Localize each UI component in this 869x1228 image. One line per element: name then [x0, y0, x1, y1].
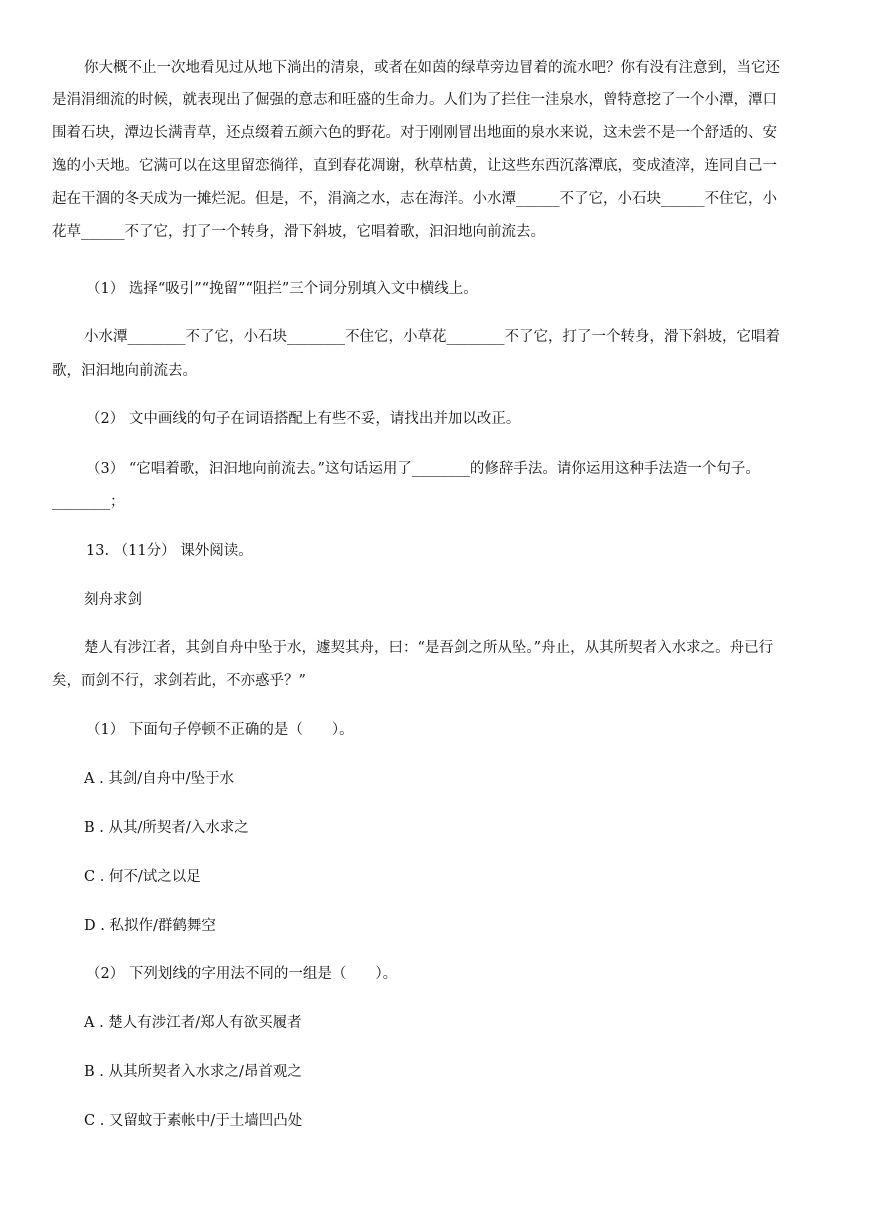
option-b: B . 从其所契者入水求之/昂首观之: [84, 1064, 302, 1080]
subquestion-3: （3） “它唱着歌，汩汩地向前流去。”这句话运用了________的修辞手法。请你运用这种手法造一个句子。: [86, 461, 760, 477]
option-d: D . 私拟作/群鹤舞空: [84, 918, 216, 934]
subquestion-1: （1） 下面句子停顿不正确的是（ ）。: [86, 722, 354, 738]
passage-line: 围着石块，潭边长满青草，还点缀着五颜六色的野花。对于刚刚冒出地面的泉水来说，这未尝不是一个舒适的、安: [52, 125, 777, 141]
passage-line: 你大概不止一次地看见过从地下淌出的清泉，或者在如茵的绿草旁边冒着的流水吧？你有没有注意到，当它还: [84, 60, 780, 76]
fill-in-line: 歌，汩汩地向前流去。: [52, 363, 197, 379]
passage-line: 是涓涓细流的时候，就表现出了倔强的意志和旺盛的生命力。人们为了拦住一洼泉水，曾特意挖了一个小潭，潭口: [52, 92, 777, 108]
question-header: 13. （11分） 课外阅读。: [86, 543, 253, 559]
subquestion-2: （2） 文中画线的句子在词语搭配上有些不妥，请找出并加以改正。: [86, 411, 521, 427]
passage-line: 逸的小天地。它满可以在这里留恋徜徉，直到春花凋谢，秋草枯黄，让这些东西沉落潭底，变成渣滓，连同自己一: [52, 158, 777, 174]
option-a: A . 其剑/自舟中/坠于水: [84, 771, 235, 787]
passage-line: 矣，而剑不行，求剑若此，不亦惑乎？”: [52, 673, 306, 689]
passage-title: 刻舟求剑: [84, 592, 142, 608]
passage-line: 楚人有涉江者，其剑自舟中坠于水，遽契其舟，曰：“是吾剑之所从坠。”舟止，从其所契者入水求之。舟已行: [84, 640, 774, 656]
option-c: C . 何不/试之以足: [84, 869, 201, 885]
answer-blank: ________；: [52, 494, 125, 510]
option-b: B . 从其/所契者/入水求之: [84, 820, 249, 836]
option-c: C . 又留蚊于素帐中/于土墙凹凸处: [84, 1113, 303, 1129]
option-a: A . 楚人有涉江者/郑人有欲买履者: [84, 1015, 302, 1031]
fill-in-line: 小水潭________不了它，小石块________不住它，小草花________不了它，打了一个转身，滑下斜坡，它唱着: [84, 329, 780, 345]
subquestion-2: （2） 下列划线的字用法不同的一组是（ ）。: [86, 966, 398, 982]
subquestion-1: （1） 选择“吸引”“挽留”“阻拦”三个词分别填入文中横线上。: [86, 281, 478, 297]
passage-line: 花草______不了它，打了一个转身，滑下斜坡，它唱着歌，汩汩地向前流去。: [52, 224, 545, 240]
passage-line: 起在干涸的冬天成为一摊烂泥。但是，不，涓滴之水，志在海洋。小水潭______不了它，小石块______不住它，小: [52, 191, 777, 207]
